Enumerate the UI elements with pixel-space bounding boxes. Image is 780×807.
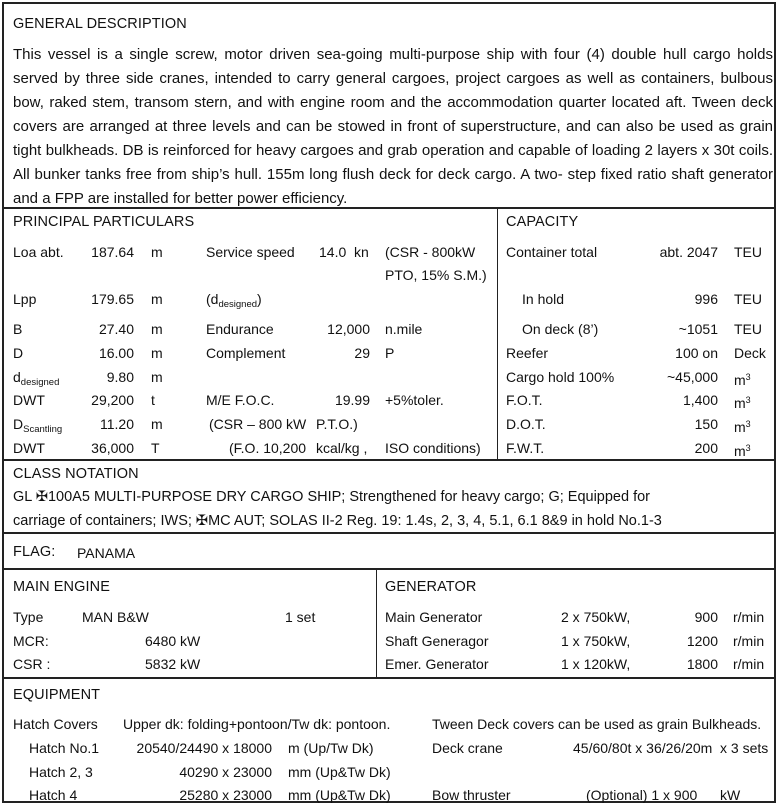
divider — [4, 459, 774, 461]
mcr-label: MCR: — [13, 633, 49, 649]
deck-crane-label: Deck crane — [432, 740, 503, 756]
speed-value: 14.0 — [319, 244, 347, 260]
container-unit: TEU — [734, 244, 762, 260]
principal-heading: PRINCIPAL PARTICULARS — [13, 214, 195, 230]
dot-value: 150 — [694, 416, 718, 432]
loa-unit: m — [151, 244, 163, 260]
d-value: 16.00 — [98, 345, 134, 361]
hatch1-value: 20540/24490 x 18000 — [136, 740, 272, 756]
fwt-unit: $m^3$ — [734, 443, 751, 459]
class-heading: CLASS NOTATION — [13, 466, 139, 482]
dwt-value: 29,200 — [91, 392, 134, 408]
engine-qty: 1 set — [285, 609, 316, 625]
engine-type-label: Type — [13, 609, 44, 625]
flag-value: PANAMA — [77, 545, 136, 561]
fo-note-b: kcal/kg , — [316, 440, 368, 456]
dscantling-label: $D_{Scantling}$ — [13, 416, 63, 435]
dscantling-value: 11.20 — [100, 416, 134, 432]
fot-unit: $m^3$ — [734, 395, 751, 411]
shaft-generator-value: 1 x 750kW, — [561, 633, 631, 649]
engine-heading: MAIN ENGINE — [13, 579, 110, 595]
b-label: B — [13, 321, 23, 337]
emer-generator-label: Emer. Generator — [385, 656, 489, 672]
engine-type-value: MAN B&W — [82, 609, 149, 625]
main-generator-label: Main Generator — [385, 609, 483, 625]
tween-deck-note: Tween Deck covers can be used as grain Bulkheads. — [432, 716, 762, 732]
speed-note-1: (CSR - 800kW — [385, 244, 476, 260]
main-generator-value: 2 x 750kW, — [561, 609, 631, 625]
hatch4-label: Hatch 4 — [29, 787, 78, 803]
loa-label: Loa abt. — [13, 244, 64, 260]
generator-heading: GENERATOR — [385, 579, 477, 595]
cargo-hold-value: ~45,000 — [667, 369, 718, 385]
dwt2-value: 36,000 — [91, 440, 134, 456]
hatch-covers-label: Hatch Covers — [13, 716, 98, 732]
csr-note-b: P.T.O.) — [316, 416, 358, 432]
loa-value: 187.64 — [91, 244, 134, 260]
foc-label: M/E F.O.C. — [206, 392, 275, 408]
equipment-heading: EQUIPMENT — [13, 687, 101, 703]
shaft-generator-label: Shaft Generagor — [385, 633, 489, 649]
complement-label: Complement — [206, 345, 286, 361]
d-label: D — [13, 345, 24, 361]
inhold-value: 996 — [694, 291, 718, 307]
bow-thruster-label: Bow thruster — [432, 787, 511, 803]
fo-note-c: ISO conditions) — [385, 440, 481, 456]
dot-label: D.O.T. — [506, 416, 546, 432]
spec-sheet — [2, 2, 776, 803]
cargo-hold-label: Cargo hold 100% — [506, 369, 615, 385]
dwt2-label: DWT — [13, 440, 45, 456]
ddesigned-unit: m — [151, 369, 163, 385]
divider — [4, 677, 774, 679]
ddesigned-label: $d_{designed}$ — [13, 369, 60, 388]
hatch4-value: 25280 x 23000 — [179, 787, 272, 803]
b-unit: m — [151, 321, 163, 337]
csr-label: CSR : — [13, 656, 51, 672]
fot-label: F.O.T. — [506, 392, 543, 408]
inhold-label: In hold — [522, 291, 565, 307]
lpp-unit: m — [151, 291, 163, 307]
main-generator-rpm: 900 — [694, 609, 718, 625]
bow-thruster-value: (Optional) 1 x 900 — [586, 787, 698, 803]
endurance-label: Endurance — [206, 321, 274, 337]
hatch-covers-desc: Upper dk: folding+pontoon/Tw dk: pontoon. — [123, 716, 391, 732]
class-line-2: carriage of containers; IWS; ✠MC AUT; SOLAS II-2 Reg. 19: 1.4s, 2, 3, 4, 5.1, 6.1 8&9 in hold No.1-3 — [13, 513, 662, 529]
class-line-1: GL ✠100A5 MULTI-PURPOSE DRY CARGO SHIP; Strengthened for heavy cargo; G; Equipped for — [13, 489, 651, 505]
d-designed-label: $(d_{designed})$ — [206, 291, 262, 310]
container-value: abt. 2047 — [659, 244, 718, 260]
d-unit: m — [151, 345, 163, 361]
speed-label: Service speed — [206, 244, 295, 260]
foc-value: 19.99 — [334, 392, 370, 408]
inhold-unit: TEU — [734, 291, 762, 307]
foc-unit: +5%toler. — [385, 392, 444, 408]
fwt-value: 200 — [694, 440, 718, 456]
endurance-value: 12,000 — [327, 321, 370, 337]
divider — [376, 568, 377, 677]
complement-unit: P — [385, 345, 395, 361]
main-generator-unit: r/min — [733, 609, 765, 625]
speed-note-2: PTO, 15% S.M.) — [385, 267, 487, 283]
deck-crane-qty: x 3 sets — [720, 740, 769, 756]
reefer-unit: Deck — [734, 345, 766, 361]
bow-thruster-unit: kW — [720, 787, 741, 803]
ondeck-value: ~1051 — [678, 321, 718, 337]
container-label: Container total — [506, 244, 598, 260]
lpp-label: Lpp — [13, 291, 37, 307]
emer-generator-unit: r/min — [733, 656, 765, 672]
ddesigned-value: 9.80 — [106, 369, 134, 385]
hatch23-value: 40290 x 23000 — [179, 764, 272, 780]
emer-generator-value: 1 x 120kW, — [561, 656, 631, 672]
ondeck-unit: TEU — [734, 321, 762, 337]
flag-label: FLAG: — [13, 544, 56, 560]
deck-crane-value: 45/60/80t x 36/26/20m — [573, 740, 713, 756]
dot-unit: $m^3$ — [734, 419, 751, 435]
shaft-generator-unit: r/min — [733, 633, 765, 649]
fo-note-a: (F.O. 10,200 — [229, 440, 307, 456]
dwt-unit: t — [151, 392, 155, 408]
fwt-label: F.W.T. — [506, 440, 545, 456]
general-description: This vessel is a single screw, motor driven sea-going multi-purpose ship with four (4) double hull cargo holds served by three side cranes, intended to carry general cargoes, project cargoes as well as containers, bulbous bow, raked stem, transom stern, and with engine room and the accommodation quarter located aft. Tween deck covers are arranged at three levels and can be stowed in front of superstructure, and can also be used as grain tight bulkheads. DB is reinforced for heavy cargoes and grab operation and capable of loading 2 layers x 30t coils. All bunker tanks free from ship’s hull. 155m long flush deck for deck cargo. A two- step fixed ratio shaft generator and a FPP are installed for better power efficiency. — [13, 46, 773, 207]
divider — [4, 532, 774, 534]
hatch4-unit: mm (Up&Tw Dk) — [288, 787, 391, 803]
divider — [4, 568, 774, 570]
shaft-generator-rpm: 1200 — [686, 633, 718, 649]
speed-unit: kn — [354, 244, 369, 260]
hatch23-unit: mm (Up&Tw Dk) — [288, 764, 391, 780]
endurance-unit: n.mile — [385, 321, 423, 337]
dscantling-unit: m — [151, 416, 163, 432]
hatch1-label: Hatch No.1 — [29, 740, 100, 756]
csr-value: 5832 kW — [145, 656, 201, 672]
mcr-value: 6480 kW — [145, 633, 201, 649]
dwt2-unit: T — [151, 440, 160, 456]
hatch23-label: Hatch 2, 3 — [29, 764, 93, 780]
capacity-heading: CAPACITY — [506, 214, 579, 230]
emer-generator-rpm: 1800 — [686, 656, 718, 672]
complement-value: 29 — [354, 345, 370, 361]
hatch1-unit: m (Up/Tw Dk) — [288, 740, 374, 756]
cargo-hold-unit: $m^3$ — [734, 372, 751, 388]
ondeck-label: On deck (8’) — [522, 321, 599, 337]
dwt-label: DWT — [13, 392, 45, 408]
b-value: 27.40 — [98, 321, 134, 337]
divider — [497, 207, 498, 459]
fot-value: 1,400 — [682, 392, 718, 408]
general-heading: GENERAL DESCRIPTION — [13, 16, 187, 32]
lpp-value: 179.65 — [91, 291, 134, 307]
csr-note-a: (CSR – 800 kW — [209, 416, 307, 432]
reefer-value: 100 on — [675, 345, 718, 361]
reefer-label: Reefer — [506, 345, 549, 361]
